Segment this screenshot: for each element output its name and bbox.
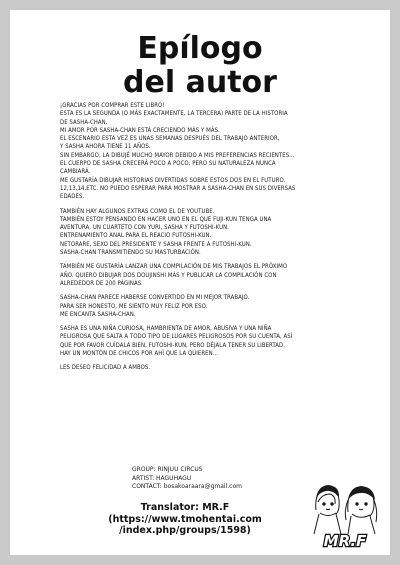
text-line: MI AMOR POR SASHA-CHAN ESTÁ CRECIENDO MÁS Y MÁS. — [60, 126, 220, 134]
text-line: NETORARE, SEXO DEL PRESIDENTE Y SASHA FRENTE A FUTOSHI-KUN. — [60, 240, 252, 248]
paragraph — [60, 102, 360, 202]
text-line: ME ENCANTA SASHA-CHAN. — [60, 310, 136, 318]
credit-contact: CONTACT: bosakoaraara@gmail.com — [132, 483, 242, 490]
text-line: Y SASHA AHORA TIENE 11 AÑOS. — [60, 143, 151, 151]
mrf-characters-logo-icon — [308, 480, 382, 550]
text-line: ENTRENAMIENTO ANAL PARA EL REACIO FUTOSHI-KUN. — [60, 232, 212, 240]
title-line-2: del autor — [123, 65, 277, 100]
text-line: AVENTURA, UN CUARTETO CON YURI, SASHA Y FUTOSHI-KUN. — [60, 224, 229, 232]
text-line: DE SASHA-CHAN. — [60, 118, 108, 126]
text-line: QUE POR FAVOR CUÍDALA BIEN, FUTOSHI-KUN, PERO DÉJALA TENER SU LIBERTAD. — [60, 341, 285, 349]
paragraph — [60, 364, 360, 372]
text-line: ALREDEDOR DE 200 PÁGINAS. — [60, 279, 143, 287]
credit-group: GROUP: RINJUU CIRCUS — [132, 466, 203, 473]
text-line: 12,13,14,ETC. NO PUEDO ESPERAR PARA MOSTRAR A SASHA-CHAN EN SUS DIVERSAS — [60, 184, 296, 192]
page-title — [10, 32, 390, 100]
credit-artist: ARTIST: HAGUHAGU — [132, 474, 192, 482]
paragraph — [60, 325, 360, 358]
text-line: ESTA ES LA SEGUNDA (O MÁS EXACTAMENTE, LA TERCERA) PARTE DE LA HISTORIA — [60, 110, 288, 118]
epilogue-body — [60, 102, 360, 379]
translator-url-1: (https://www.tmohentai.com — [108, 513, 262, 525]
text-line: EDADES. — [60, 193, 85, 201]
text-line: PELIGROSA QUE SALTA A TODO TIPO DE LUGARES PELIGROSOS POR SU CUENTA, ASÍ — [60, 333, 293, 341]
text-line: SASHA-CHAN TRANSMITIENDO SU MASTURBACIÓN. — [60, 249, 201, 257]
text-line: CAMBIARÁ. — [60, 168, 91, 176]
text-line: SIN EMBARGO, LA DIBUJÉ MUCHO MAYOR DEBIDO A MIS PREFERENCIAS RECIENTES... — [60, 151, 295, 159]
title-line-1: Epílogo — [137, 31, 263, 66]
translator-name: Translator: MR.F — [140, 502, 230, 513]
text-line: SASHA ES UNA NIÑA CURIOSA, HAMBRIENTA DE AMOR, ABUSIVA Y UNA NIÑA — [60, 325, 272, 333]
book-page — [10, 10, 390, 555]
paragraph — [60, 294, 360, 319]
text-line: HAY UN MONTÓN DE CHICOS POR AHÍ QUE LA QUIEREN... — [60, 350, 218, 358]
credits-block — [132, 466, 292, 492]
text-line: ME GUSTARÍA DIBUJAR HISTORIAS DIVERTIDAS SOBRE ESTOS DOS EN EL FUTURO. — [60, 176, 286, 184]
translator-url-2: /index.php/groups/1598) — [119, 525, 251, 536]
text-line: TAMBIÉN ESTOY PENSANDO EN HACER UNO EN EL QUE FUJI-KUN TENGA UNA — [60, 215, 272, 223]
text-line: PARA SER HONESTO, ME SIENTO MUY FELIZ POR ESO. — [60, 302, 208, 310]
paragraph — [60, 263, 360, 288]
text-line: SASHA-CHAN PARECE HABERSE CONVERTIDO EN MI MEJOR TRABAJO. — [60, 294, 250, 302]
paragraph — [60, 208, 360, 258]
text-line: EL CUERPO DE SASHA CRECERÁ POCO A POCO, PERO SU NATURALEZA NUNCA — [60, 160, 276, 168]
logo-text: MR.F — [323, 532, 367, 550]
text-line: TAMBIÉN ME GUSTARÍA LANZAR UNA COMPILACIÓN DE MIS TRABAJOS EL PRÓXIMO — [60, 263, 288, 271]
text-line: ¡GRACIAS POR COMPRAR ESTE LIBRO! — [60, 102, 165, 109]
text-line: LES DESEO FELICIDAD A AMBOS. — [60, 364, 151, 372]
translator-block — [90, 502, 280, 537]
text-line: TAMBIÉN HAY ALGUNOS EXTRAS COMO EL DE YOUTUBE. — [60, 207, 215, 215]
text-line: EL ESCENARIO ESTA VEZ ES UNAS SEMANAS DESPUÉS DEL TRABAJO ANTERIOR, — [60, 135, 280, 143]
text-line: AÑO. QUIERO DIBUJAR DOS DOUJINSHI MÁS Y PUBLICAR LA COMPILACIÓN CON — [60, 271, 277, 279]
